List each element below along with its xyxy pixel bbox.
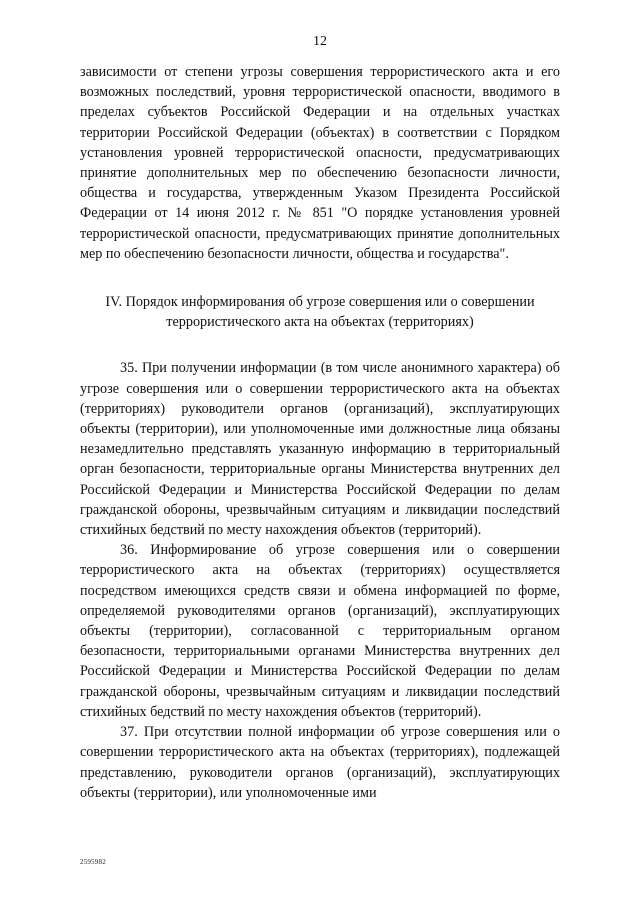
document-footer-code: 2595982: [80, 858, 106, 866]
section-heading: [80, 292, 560, 332]
paragraph-37: 37. При отсутствии полной информации об угрозе совершения или о совершении террористического акта на объектах (территориях), подлежащей представлению, руководители органов (организаций), эксплуатирующих объекты (территории), или уполномоченные ими: [80, 724, 560, 801]
section-heading-line-2: террористического акта на объектах (территориях): [166, 314, 474, 331]
section-heading-line-1: IV. Порядок информирования об угрозе совершения или о совершении: [105, 294, 535, 311]
document-body: [80, 62, 560, 803]
paragraph-35: 35. При получении информации (в том числе анонимного характера) об угрозе совершения или о совершении террористического акта на объектах (территориях) руководители органов (организаций), эксплуатирующих объекты (территории), или уполномоченные ими должностные лица обязаны незамедлительно представлять указанную информацию в территориальный орган безопасности, территориальные органы Министерства внутренних дел Российской Федерации и Министерства Российской Федерации по делам гражданской обороны, чрезвычайным ситуациям и ликвидации последствий стихийных бедствий по месту нахождения объектов (территорий).: [80, 360, 560, 539]
page-number: 12: [313, 34, 327, 49]
intro-paragraph: зависимости от степени угрозы совершения террористического акта и его возможных последствий, уровня террористической опасности, вводимого в пределах субъектов Российской Федерации и на отдельных участках территории Российской Федерации (объектах) в соответствии с Порядком установления уровней террористической опасности, предусматривающих принятие дополнительных мер по обеспечению безопасности личности, общества и государства, утвержденным Указом Президента Российской Федерации от 14 июня 2012 г. № 851 "О порядке установления уровней террористической опасности, предусматривающих принятие дополнительных мер по обеспечению безопасности личности, общества и государства".: [80, 64, 560, 262]
paragraph-36: 36. Информирование об угрозе совершения или о совершении террористического акта на объектах (территориях) осуществляется посредством имеющихся средств связи и обмена информацией по форме, определяемой руководителями органов (организаций), эксплуатирующих объекты (территории), согласованной с территориальным органом безопасности, территориальными органами Министерства внутренних дел Российской Федерации и Министерства Российской Федерации по делам гражданской обороны, чрезвычайным ситуациям и ликвидации последствий стихийных бедствий по месту нахождения объектов (территорий).: [80, 542, 560, 720]
